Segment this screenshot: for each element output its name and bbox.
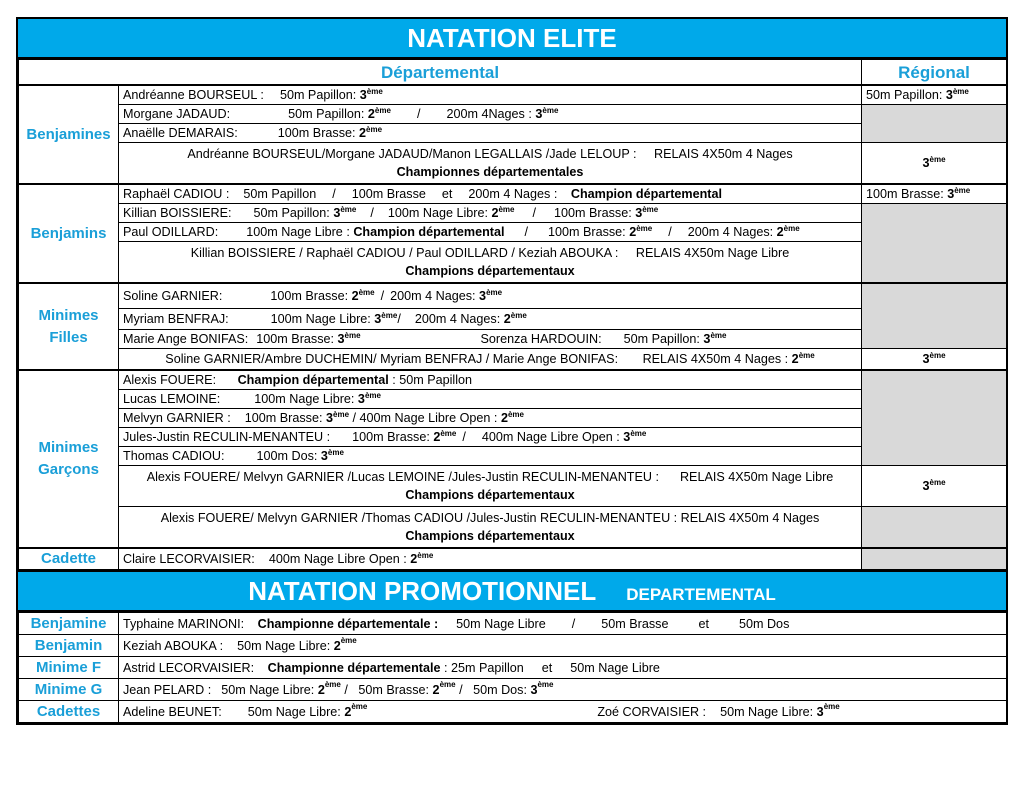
result-cell: Morgane JADAUD: 50m Papillon: 2ème / 200m 4Nages : 3ème (119, 105, 862, 124)
elite-title: NATATION ELITE (18, 19, 1006, 59)
relay-cell: Killian BOISSIERE / Raphaël CADIOU / Paul ODILLARD / Keziah ABOUKA : RELAIS 4X50m Nage Libre Champions départementaux (119, 242, 862, 284)
result-cell: Adeline BEUNET: 50m Nage Libre: 2ème Zoé CORVAISIER : 50m Nage Libre: 3ème (119, 701, 1007, 723)
table-row (19, 428, 1007, 447)
relay-cell: Soline GARNIER/Ambre DUCHEMIN/ Myriam BENFRAJ / Marie Ange BONIFAS: RELAIS 4X50m 4 Nages : 2ème (119, 349, 862, 371)
category-benjamin: Benjamin (19, 635, 119, 657)
category-benjamins: Benjamins (19, 184, 119, 283)
table-row (19, 349, 1007, 371)
table-row (19, 283, 1007, 309)
table-row (19, 657, 1007, 679)
regional-cell (862, 204, 1007, 284)
table-row (19, 390, 1007, 409)
table-row (19, 85, 1007, 105)
category-minime-g: Minime G (19, 679, 119, 701)
table-row (19, 124, 1007, 143)
table-row (19, 143, 1007, 185)
regional-header: Régional (862, 60, 1007, 86)
relay-cell: Andréanne BOURSEUL/Morgane JADAUD/Manon LEGALLAIS /Jade LELOUP : RELAIS 4X50m 4 Nages Championnes départementales (119, 143, 862, 185)
table-row (19, 613, 1007, 635)
regional-cell: 3ème (862, 143, 1007, 185)
result-cell: Thomas CADIOU: 100m Dos: 3ème (119, 447, 862, 466)
result-cell: Marie Ange BONIFAS: 100m Brasse: 3ème Sorenza HARDOUIN: 50m Papillon: 3ème (119, 330, 862, 349)
category-minime-f: Minime F (19, 657, 119, 679)
relay-cell: Alexis FOUERE/ Melvyn GARNIER /Thomas CADIOU /Jules-Justin RECULIN-MENANTEU : RELAIS 4X50m 4 Nages Champions départementaux (119, 507, 862, 549)
regional-cell (862, 283, 1007, 349)
result-cell: Andréanne BOURSEUL : 50m Papillon: 3ème (119, 85, 862, 105)
result-cell: Anaëlle DEMARAIS: 100m Brasse: 2ème (119, 124, 862, 143)
table-row (19, 105, 1007, 124)
result-cell: Jules-Justin RECULIN-MENANTEU : 100m Brasse: 2ème / 400m Nage Libre Open : 3ème (119, 428, 862, 447)
result-cell: Soline GARNIER: 100m Brasse: 2ème / 200m 4 Nages: 3ème (119, 283, 862, 309)
result-cell: Alexis FOUERE: Champion départemental : 50m Papillon (119, 370, 862, 390)
category-minimes-filles: Minimes Filles (19, 283, 119, 370)
table-row (19, 204, 1007, 223)
result-cell: Raphaël CADIOU : 50m Papillon / 100m Brasse et 200m 4 Nages : Champion départemental (119, 184, 862, 204)
category-minimes-garcons: Minimes Garçons (19, 370, 119, 548)
results-sheet (16, 17, 1008, 725)
table-row (19, 635, 1007, 657)
table-row (19, 447, 1007, 466)
category-benjamines: Benjamines (19, 85, 119, 184)
regional-cell (862, 548, 1007, 570)
category-cadette: Cadette (19, 548, 119, 570)
result-cell: Paul ODILLARD: 100m Nage Libre : Champion départemental / 100m Brasse: 2ème / 200m 4 Nages: 2ème (119, 223, 862, 242)
regional-cell: 3ème (862, 466, 1007, 507)
elite-table (18, 59, 1007, 570)
relay-cell: Alexis FOUERE/ Melvyn GARNIER /Lucas LEMOINE /Jules-Justin RECULIN-MENANTEU : RELAIS 4X50m Nage Libre Champions départementaux (119, 466, 862, 507)
result-cell: Myriam BENFRAJ: 100m Nage Libre: 3ème/ 200m 4 Nages: 2ème (119, 309, 862, 330)
promo-table (18, 612, 1007, 723)
regional-cell (862, 370, 1007, 466)
result-cell: Astrid LECORVAISIER: Championne départementale : 25m Papillon et 50m Nage Libre (119, 657, 1007, 679)
table-row (19, 701, 1007, 723)
result-cell: Typhaine MARINONI: Championne départementale : 50m Nage Libre / 50m Brasse et 50m Dos (119, 613, 1007, 635)
table-row (19, 330, 1007, 349)
result-cell: Melvyn GARNIER : 100m Brasse: 3ème / 400m Nage Libre Open : 2ème (119, 409, 862, 428)
table-row (19, 409, 1007, 428)
category-benjamine: Benjamine (19, 613, 119, 635)
promo-title: NATATION PROMOTIONNEL DEPARTEMENTAL (18, 570, 1006, 612)
table-row (19, 370, 1007, 390)
result-cell: Claire LECORVAISIER: 400m Nage Libre Open : 2ème (119, 548, 862, 570)
table-row (19, 184, 1007, 204)
result-cell: Lucas LEMOINE: 100m Nage Libre: 3ème (119, 390, 862, 409)
table-row (19, 242, 1007, 284)
regional-cell (862, 507, 1007, 549)
category-cadettes: Cadettes (19, 701, 119, 723)
table-row (19, 223, 1007, 242)
regional-cell (862, 105, 1007, 143)
result-cell: Jean PELARD : 50m Nage Libre: 2ème / 50m Brasse: 2ème / 50m Dos: 3ème (119, 679, 1007, 701)
table-row (19, 466, 1007, 507)
table-row (19, 507, 1007, 549)
table-row (19, 309, 1007, 330)
departemental-header: Départemental (19, 60, 862, 86)
regional-cell: 100m Brasse: 3ème (862, 184, 1007, 204)
table-row (19, 679, 1007, 701)
regional-cell: 3ème (862, 349, 1007, 371)
result-cell: Keziah ABOUKA : 50m Nage Libre: 2ème (119, 635, 1007, 657)
regional-cell: 50m Papillon: 3ème (862, 85, 1007, 105)
result-cell: Killian BOISSIERE: 50m Papillon: 3ème / 100m Nage Libre: 2ème / 100m Brasse: 3ème (119, 204, 862, 223)
table-row (19, 548, 1007, 570)
